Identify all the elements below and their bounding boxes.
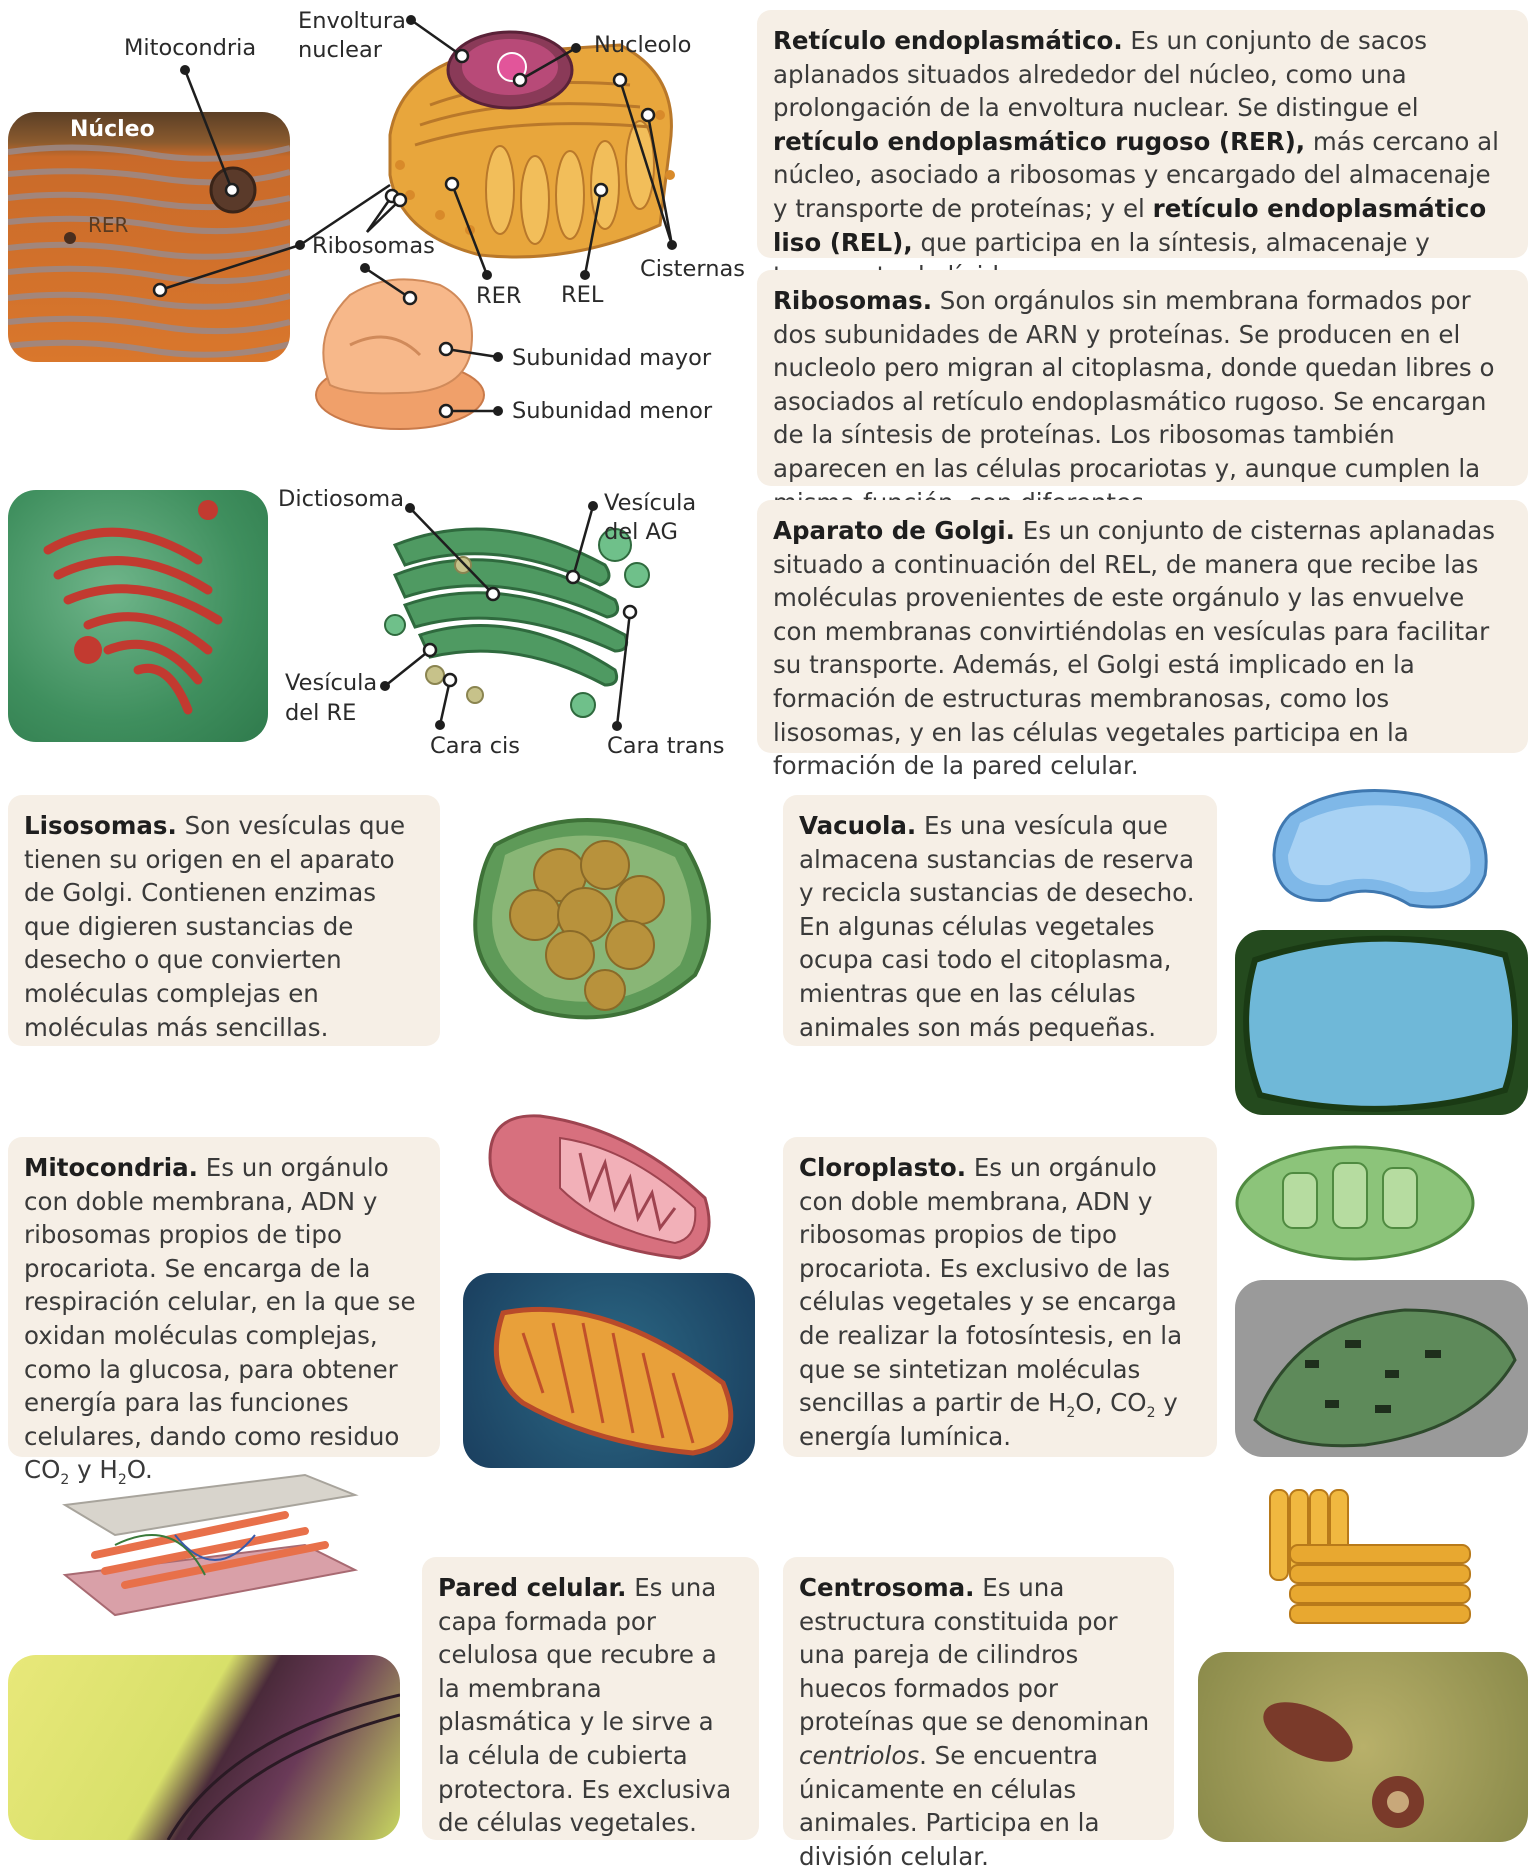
label-subunidad-mayor: Subunidad mayor [512, 345, 712, 371]
co2-subscript: 2 [60, 1472, 70, 1489]
centrosoma-text-2: . Se encuentra únicamente en células animales. Participa en la división celular. [799, 1740, 1100, 1871]
label-nucleolo: Nucleolo [594, 32, 692, 58]
label-cara-cis: Cara cis [430, 733, 521, 759]
centriolos-italic: centriolos [799, 1740, 920, 1770]
pared-title: Pared celular. [438, 1573, 627, 1602]
mitocondria-text-box [8, 1137, 440, 1489]
label-vesicula-ag-2: del AG [604, 519, 678, 545]
label-cisternas: Cisternas [640, 256, 745, 282]
reticulo-text-box [757, 10, 1528, 258]
cell-wall-illustration [55, 1475, 355, 1620]
mitocondria-title: Mitocondria. [24, 1153, 198, 1182]
golgi-title: Aparato de Golgi. [773, 516, 1015, 545]
mitocondria-text: Es un orgánulo con doble membrana, ADN y ribosomas propios de tipo procariota. Se encarga de la respiración celular, en la que se oxidan moléculas complejas, como la glucosa, para obtener energía para las funciones celulares, dando como residuo CO [24, 1153, 416, 1485]
rer-photo-label: RER [88, 213, 129, 237]
label-vesicula-re-2: del RE [285, 700, 357, 726]
label-cara-trans: Cara trans [607, 733, 725, 759]
chloroplast-section [1235, 1280, 1528, 1457]
label-mitocondria: Mitocondria [124, 35, 257, 61]
label-dictiosoma: Dictiosoma [278, 486, 404, 512]
reticulo-text-3: que participa en la síntesis, almacenaje y [920, 227, 1430, 257]
cell-wall-micrograph [8, 1655, 400, 1840]
rel-bold: retículo endoplasmático liso (REL), [773, 193, 1487, 257]
h2o-subscript: 2 [117, 1472, 127, 1489]
pared-text-box [422, 1557, 759, 1840]
co2-subscript: 2 [1146, 1405, 1156, 1422]
golgi-text: Es un conjunto de cisternas aplanadas situado a continuación del REL, de manera que recibe las moléculas provenientes de este orgánulo y las envuelve con membranas convirtiéndolas en vesículas para facilitar su transporte. Además, el Golgi está implicado en la formación de estructuras membranosas, como los lisosomas, y en las células vegetales participa en la formación de la pared celular. [773, 516, 1496, 781]
centrosoma-text-box [783, 1557, 1174, 1871]
vacuola-title: Vacuola. [799, 811, 917, 840]
label-envoltura-2: nuclear [298, 37, 383, 63]
label-envoltura-1: Envoltura [298, 8, 406, 34]
cloroplasto-title: Cloroplasto. [799, 1153, 967, 1182]
label-rer: RER [476, 283, 522, 309]
label-vesicula-re-1: Vesícula [285, 670, 378, 696]
vacuole-cell [1235, 930, 1528, 1115]
mitochondria-illustration [480, 1108, 720, 1268]
reticulo-text-2: más cercano al núcleo, asociado a ribosomas y encargado del almacenaje y transporte de proteínas; y el [773, 126, 1499, 223]
chloroplast-micrograph [1235, 1280, 1528, 1457]
centrioles [1198, 1652, 1528, 1842]
golgi-text-box [757, 500, 1528, 781]
rer-bold: retículo endoplasmático rugoso (RER), [773, 126, 1306, 156]
pared-text: Es una capa formada por celulosa que recubre a la membrana plasmática y le sirve a la célula de cubierta protectora. Es exclusiva de células vegetales. [438, 1573, 732, 1838]
mitochondria-section [463, 1273, 755, 1468]
cloroplasto-text-3: y energía lumínica. [799, 1388, 1178, 1451]
centrosoma-text-1: Es una estructura constituida por una pareja de cilindros huecos formados por proteínas que se denominan [799, 1573, 1150, 1737]
label-rel: REL [561, 282, 604, 308]
centrosome-micrograph [1198, 1652, 1528, 1842]
mitocondria-text-3: O. [126, 1455, 153, 1485]
chloroplast-illustration [1233, 1138, 1478, 1263]
mitochondria-micrograph [463, 1273, 755, 1468]
vacuole-illustration [1270, 785, 1495, 920]
mitocondria-text-2: y H [69, 1455, 118, 1485]
reticulo-title: Retículo endoplasmático. [773, 26, 1123, 55]
cell-wall-layers [8, 1655, 400, 1840]
vacuole-micrograph [1235, 930, 1528, 1115]
vacuola-text: Es una vesícula que almacena sustancias de reserva y recicla sustancias de desecho. En algunas células vegetales ocupa casi todo el citoplasma, mientras que en las células animales son más pequeñas. [799, 811, 1195, 1042]
cloroplasto-text-box [783, 1137, 1217, 1457]
lysosome-illustration [465, 805, 720, 1025]
centrosoma-title: Centrosoma. [799, 1573, 975, 1602]
h2o-subscript: 2 [1066, 1405, 1076, 1422]
lisosomas-text-box [8, 795, 440, 1046]
centrosome-illustration [1260, 1485, 1475, 1630]
cloroplasto-text: Es un orgánulo con doble membrana, ADN y ribosomas propios de tipo procariota. Es exclusivo de las células vegetales y se encarga de realizar la fotosíntesis, en la que se sintetizan moléculas sencillas a partir de H [799, 1153, 1183, 1418]
label-vesicula-ag-1: Vesícula [604, 490, 697, 516]
cloroplasto-text-2: O, CO [1075, 1388, 1147, 1418]
label-subunidad-menor: Subunidad menor [512, 398, 713, 424]
ribosomas-text-box [757, 270, 1528, 486]
ribosomas-title: Ribosomas. [773, 286, 932, 315]
nucleo-label: Núcleo [70, 117, 155, 142]
reticulo-text-1: Es un conjunto de sacos aplanados situados alrededor del núcleo, como una prolongación de la envoltura nuclear. Se distingue el [773, 26, 1427, 123]
lisosomas-text: Son vesículas que tienen su origen en el aparato de Golgi. Contienen enzimas que digieren sustancias de desecho o que convierten moléculas complejas en moléculas más sencillas. [24, 811, 406, 1042]
ribosomas-text: Son orgánulos sin membrana formados por dos subunidades de ARN y proteínas. Se producen en el nucleolo pero migran al citoplasma, donde quedan libres o asociados al retículo endoplasmático rugoso. Se encargan de la síntesis de proteínas. Los ribosomas también aparecen en las células procariotas y, aunque cumplen la [773, 286, 1495, 483]
vacuola-text-box [783, 795, 1217, 1046]
lisosomas-title: Lisosomas. [24, 811, 177, 840]
label-ribosomas: Ribosomas [312, 233, 435, 259]
